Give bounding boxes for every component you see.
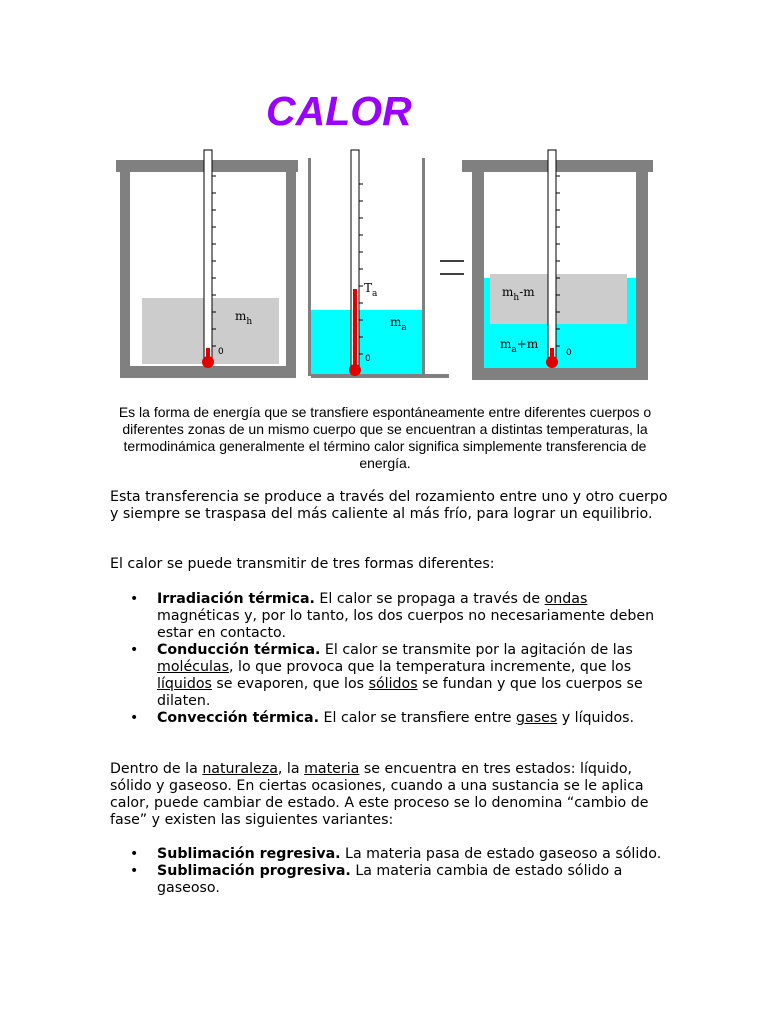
left-mass-label: $m_h$ (235, 309, 253, 327)
list-item: • Convección térmica. El calor se transfiere entre gases y líquidos. (130, 710, 635, 726)
link-gases[interactable]: gases (516, 710, 558, 726)
solid-block (490, 274, 627, 324)
heat-transfer-list (110, 591, 670, 727)
paragraph-forms: El calor se puede transmitir de tres formas diferentes: (110, 556, 495, 572)
link-naturaleza[interactable]: naturaleza (202, 761, 278, 777)
right-top-label: $m_h-m$ (502, 285, 535, 303)
middle-mass-label: $m_a$ (390, 315, 407, 333)
link-ondas[interactable]: ondas (544, 591, 588, 607)
bullet: • (130, 863, 139, 879)
left-zero-label: 0 (218, 347, 224, 357)
term-sublimacion-regresiva: Sublimación regresiva. (157, 846, 341, 862)
middle-zero-label: 0 (365, 354, 371, 364)
intro-paragraph: Es la forma de energía que se transfiere espontáneamente entre diferentes cuerpos o diferentes zonas de un mismo cuerpo que se encuentran a distintas temperaturas, la termodinámica generalmente el término calor significa simplemente transferencia de energía. (118, 404, 652, 471)
link-materia[interactable]: materia (304, 761, 360, 777)
middle-temp-label: $T_a$ (364, 281, 378, 299)
term-conduccion: Conducción térmica. (157, 642, 321, 658)
list-item: • Conducción térmica. El calor se transmite por la agitación de las moléculas, lo que provoca que la temperatura incremente, que los líquidos se evaporen, que los sólidos se fundan y que los cuerpos se dilaten. (130, 642, 643, 709)
bullet: • (130, 591, 139, 607)
phase-change-list (110, 846, 670, 897)
right-zero-label: 0 (566, 348, 572, 358)
bullet: • (130, 642, 139, 658)
page-title: CALOR (266, 88, 412, 134)
paragraph-states: Dentro de la naturaleza, la materia se encuentra en tres estados: líquido, sólido y gaseoso. En ciertas ocasiones, cuando a una sustancia se le aplica calor, puede cambiar de estado. A este proceso se lo denomina “cambio de fase” y existen las siguientes variantes: (110, 761, 649, 828)
term-sublimacion-progresiva: Sublimación progresiva. (157, 863, 351, 879)
term-conveccion: Convección térmica. (157, 710, 320, 726)
list-item: • Sublimación progresiva. La materia cambia de estado sólido a gaseoso. (130, 863, 623, 896)
link-moleculas[interactable]: moléculas (157, 659, 229, 675)
equals-sign (440, 261, 464, 274)
water (311, 310, 422, 374)
bullet: • (130, 846, 139, 862)
bullet: • (130, 710, 139, 726)
link-liquidos[interactable]: líquidos (157, 676, 212, 692)
middle-container (308, 158, 449, 378)
list-item: • Sublimación regresiva. La materia pasa de estado gaseoso a sólido. (130, 846, 662, 862)
list-item: • Irradiación térmica. El calor se propaga a través de ondas magnéticas y, por lo tanto, los dos cuerpos no necesariamente deben estar en contacto. (130, 591, 655, 641)
link-solidos[interactable]: sólidos (368, 676, 418, 692)
paragraph-transfer: Esta transferencia se produce a través del rozamiento entre uno y otro cuerpo y siempre se traspasa del más caliente al más frío, para lograr un equilibrio. (110, 489, 668, 522)
calorimeter-figure (108, 148, 656, 383)
right-bottom-label: $m_a+m$ (500, 337, 539, 355)
term-irradiacion: Irradiación térmica. (157, 591, 315, 607)
